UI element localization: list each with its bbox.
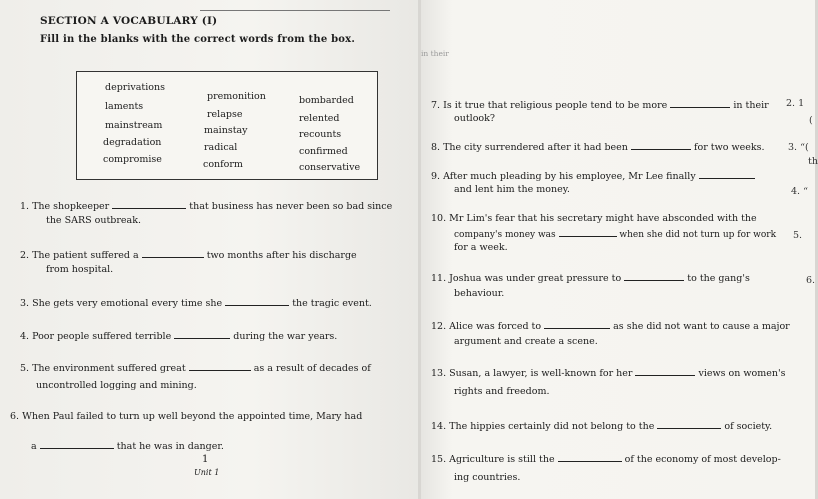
word-item: mainstay xyxy=(204,125,248,136)
answer-blank-12[interactable] xyxy=(544,320,610,329)
q7-text-c: outlook? xyxy=(454,113,495,124)
word-item: bombarded xyxy=(299,95,354,106)
q3-text-a: 3. She gets very emotional every time she xyxy=(20,298,223,309)
q12-text-c: argument and create a scene. xyxy=(454,336,598,347)
word-item: recounts xyxy=(299,129,342,140)
q5-text-b: as a result of decades of xyxy=(253,363,371,374)
question-1 xyxy=(20,200,392,212)
question-9 xyxy=(431,170,755,182)
word-item: confirmed xyxy=(299,146,348,157)
q15-text-b: of the economy of most develop- xyxy=(624,454,781,465)
word-item: relented xyxy=(299,113,340,124)
answer-blank-15[interactable] xyxy=(558,453,622,462)
q10-text-c: when she did not turn up for work xyxy=(619,230,777,240)
q10-text-b: company's money was xyxy=(454,230,556,240)
q2-text-a: 2. The patient suffered a xyxy=(20,250,139,261)
answer-blank-6[interactable] xyxy=(40,440,114,449)
margin-fragment: 6. xyxy=(806,275,816,286)
q9-text-a: 9. After much pleading by his employee, Mr Lee finally xyxy=(431,171,696,182)
word-item: conform xyxy=(203,159,243,170)
q9-text-b: and lent him the money. xyxy=(454,184,570,195)
answer-blank-1[interactable] xyxy=(112,200,186,209)
instruction: Fill in the blanks with the correct words from the box. xyxy=(40,34,355,45)
q1-text-a: 1. The shopkeeper xyxy=(20,201,110,212)
q12-text-a: 12. Alice was forced to xyxy=(431,321,542,332)
question-6-line2 xyxy=(31,440,224,452)
q13-text-c: rights and freedom. xyxy=(454,386,550,397)
answer-blank-13[interactable] xyxy=(635,367,695,376)
q2-text-b: two months after his discharge xyxy=(206,250,357,261)
word-item: radical xyxy=(204,142,238,153)
q11-text-b: to the gang's xyxy=(687,273,750,284)
q7-text-b: in their xyxy=(733,100,769,111)
q4-text-b: during the war years. xyxy=(233,331,338,342)
page-number: 1 xyxy=(202,454,209,465)
margin-fragment: ( xyxy=(809,115,813,126)
word-item: mainstream xyxy=(105,120,163,131)
right-page xyxy=(421,0,818,499)
word-item: deprivations xyxy=(105,82,165,93)
question-5 xyxy=(20,362,371,374)
margin-fragment: th xyxy=(808,156,818,167)
section-title: SECTION A VOCABULARY (I) xyxy=(40,15,218,27)
top-fragment: in their xyxy=(421,49,449,58)
answer-blank-10[interactable] xyxy=(559,228,617,237)
q12-text-b: as she did not want to cause a major xyxy=(613,321,790,332)
q6-text-a: 6. When Paul failed to turn up well beyond the appointed time, Mary had xyxy=(10,411,363,422)
answer-blank-8[interactable] xyxy=(631,141,691,150)
word-item: degradation xyxy=(103,137,162,148)
q6-text-b: a xyxy=(31,441,37,452)
q11-text-c: behaviour. xyxy=(454,288,505,299)
answer-blank-11[interactable] xyxy=(624,272,684,281)
q13-text-a: 13. Susan, a lawyer, is well-known for her xyxy=(431,368,633,379)
answer-blank-4[interactable] xyxy=(174,330,230,339)
margin-fragment: 3. “( xyxy=(788,142,809,153)
q8-text-a: 8. The city surrendered after it had been xyxy=(431,142,628,153)
question-11 xyxy=(431,272,750,284)
answer-blank-3[interactable] xyxy=(225,297,289,306)
q5-text-a: 5. The environment suffered great xyxy=(20,363,186,374)
q14-text-a: 14. The hippies certainly did not belong to the xyxy=(431,421,655,432)
q5-text-c: uncontrolled logging and mining. xyxy=(36,380,197,391)
q7-text-a: 7. Is it true that religious people tend to be more xyxy=(431,100,668,111)
q3-text-b: the tragic event. xyxy=(292,298,372,309)
word-box xyxy=(76,71,378,180)
answer-blank-2[interactable] xyxy=(142,249,204,258)
question-15 xyxy=(431,453,781,465)
question-14 xyxy=(431,420,772,432)
question-2 xyxy=(20,249,357,261)
unit-label: Unit 1 xyxy=(194,468,220,477)
question-3 xyxy=(20,297,372,309)
q8-text-b: for two weeks. xyxy=(693,142,765,153)
q10-text-d: for a week. xyxy=(454,242,508,253)
word-item: laments xyxy=(105,101,144,112)
q10-text-a: 10. Mr Lim's fear that his secretary might have absconded with the xyxy=(431,213,757,224)
q1-text-b: that business has never been so bad since xyxy=(189,201,393,212)
question-4 xyxy=(20,330,337,342)
margin-fragment: 2. 1 xyxy=(786,98,805,109)
margin-fragment: 4. “ xyxy=(791,186,808,197)
answer-blank-9[interactable] xyxy=(699,170,755,179)
q15-text-c: ing countries. xyxy=(454,472,521,483)
answer-blank-7[interactable] xyxy=(670,99,730,108)
question-7 xyxy=(431,99,769,111)
margin-fragment: 5. xyxy=(793,230,803,241)
q14-text-b: of society. xyxy=(724,421,773,432)
q15-text-a: 15. Agriculture is still the xyxy=(431,454,555,465)
word-item: premonition xyxy=(207,91,266,102)
question-12 xyxy=(431,320,790,332)
answer-blank-5[interactable] xyxy=(189,362,251,371)
q4-text-a: 4. Poor people suffered terrible xyxy=(20,331,172,342)
word-item: compromise xyxy=(103,154,162,165)
answer-blank-14[interactable] xyxy=(657,420,721,429)
q6-text-c: that he was in danger. xyxy=(116,441,224,452)
question-10-line2 xyxy=(454,228,776,240)
q13-text-b: views on women's xyxy=(698,368,786,379)
question-13 xyxy=(431,367,785,379)
q2-text-c: from hospital. xyxy=(46,264,114,275)
top-rule xyxy=(200,10,390,11)
question-8 xyxy=(431,141,765,153)
q11-text-a: 11. Joshua was under great pressure to xyxy=(431,273,622,284)
q1-text-c: the SARS outbreak. xyxy=(46,215,141,226)
word-item: relapse xyxy=(207,109,243,120)
word-item: conservative xyxy=(299,162,361,173)
